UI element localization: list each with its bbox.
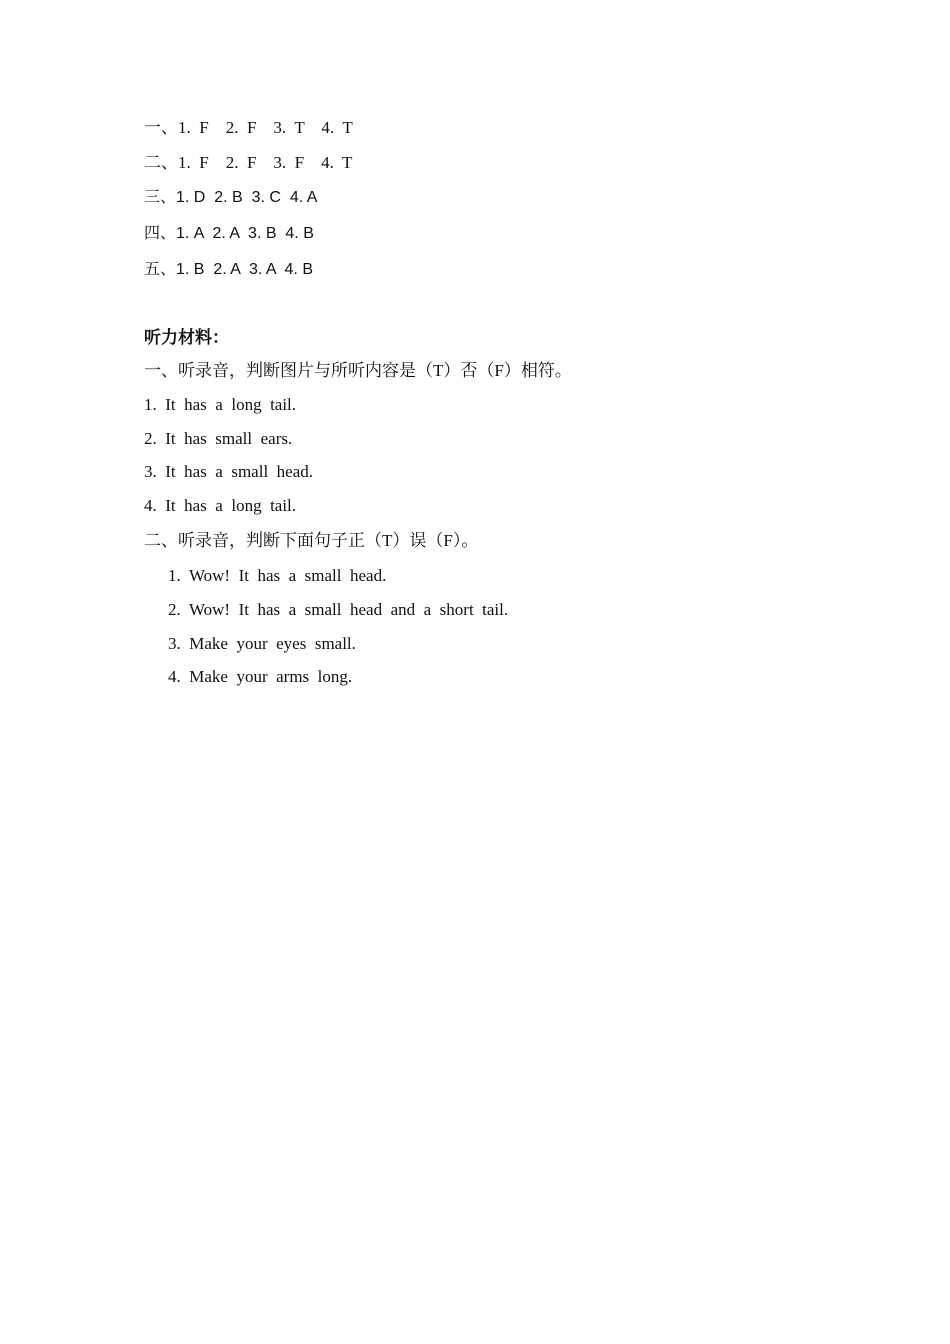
- section2-item-4: 4. Make your arms long.: [168, 667, 353, 686]
- section1-item-1: 1. It has a long tail.: [144, 395, 297, 414]
- section1-item-4: 4. It has a long tail.: [144, 496, 297, 515]
- answer-line-4: 四、1. A 2. A 3. B 4. B: [144, 225, 314, 242]
- answer-line-3: 三、1. D 2. B 3. C 4. A: [144, 189, 318, 206]
- answer-line-2: 二、1. F 2. F 3. F 4. T: [144, 153, 353, 172]
- section1-item-2: 2. It has small ears.: [144, 429, 293, 448]
- section2-item-1: 1. Wow! It has a small head.: [168, 566, 387, 585]
- section2-item-3: 3. Make your eyes small.: [168, 634, 356, 653]
- section1-item-3: 3. It has a small head.: [144, 462, 314, 481]
- section1-instruction: 一、听录音，判断图片与所听内容是（T）否（F）相符。: [144, 361, 572, 380]
- section2-item-2: 2. Wow! It has a small head and a short tail.: [168, 600, 509, 619]
- answer-line-1: 一、1. F 2. F 3. T 4. T: [144, 118, 353, 137]
- answer-line-5: 五、1. B 2. A 3. A 4. B: [144, 261, 313, 278]
- listening-heading: 听力材料：: [144, 328, 229, 348]
- section2-instruction: 二、听录音，判断下面句子正（T）误（F）。: [144, 531, 479, 550]
